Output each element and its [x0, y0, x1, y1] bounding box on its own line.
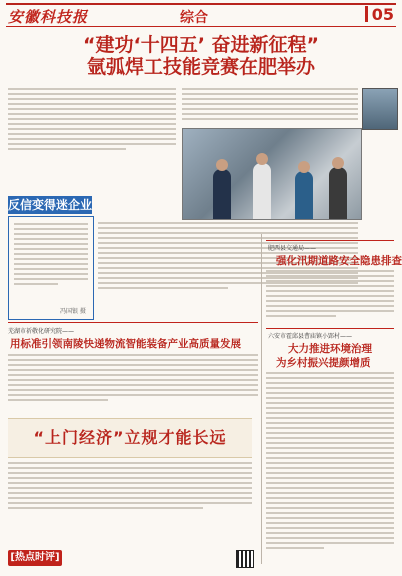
right-story-2-body — [266, 372, 394, 552]
feature-body — [8, 354, 258, 404]
right-story-2-title-line2: 为乡村振兴提颜增质 — [276, 357, 371, 369]
column-ribbon: 反信变得迷企业 — [8, 198, 93, 212]
commentary-author: 冯国银 摄 — [60, 308, 86, 315]
right-story-1-title: 强化汛期道路安全隐患排查 — [276, 255, 402, 267]
feature-kicker: 芜湖市祈敬化研究院—— — [8, 328, 75, 335]
header-rule — [6, 26, 396, 27]
side-photo — [362, 88, 398, 130]
lead-article-body — [8, 88, 176, 153]
right-story-2-title-line1: 大力推进环境治理 — [288, 343, 372, 355]
bottom-article-body — [8, 462, 252, 512]
masthead-title: 安徽科技报 — [8, 8, 89, 26]
top-rule — [6, 3, 396, 5]
section-label: 综合 — [180, 10, 208, 26]
column-divider — [261, 234, 262, 564]
right-story-1-rule — [266, 240, 394, 241]
page-number: 05 — [371, 5, 394, 24]
qr-code-icon — [236, 550, 254, 568]
lead-article-body-col2 — [182, 88, 358, 123]
feature-rule — [8, 322, 258, 323]
commentary-box — [8, 216, 94, 320]
right-story-1-kicker: 肥西县交通局—— — [268, 245, 317, 252]
lead-photo — [182, 128, 362, 220]
page-number-bar — [365, 6, 368, 22]
commentary-body — [14, 223, 88, 288]
feature-title: 用标准引领南陵快递物流智能装备产业高质量发展 — [10, 338, 241, 350]
bottom-headline: “上门经济”立规才能长远 — [8, 418, 252, 458]
right-story-2-kicker: 六安市霍邱县曹庙镇小郢村—— — [268, 333, 353, 340]
right-story-2-rule — [266, 328, 394, 329]
right-story-1-body — [266, 270, 394, 320]
main-headline-line2: 氩弧焊工技能竞赛在肥举办 — [86, 56, 315, 78]
main-headline-line1: “建功‘十四五’ 奋进新征程” — [82, 34, 320, 56]
hot-comment-label: [热点时评] — [8, 550, 62, 566]
